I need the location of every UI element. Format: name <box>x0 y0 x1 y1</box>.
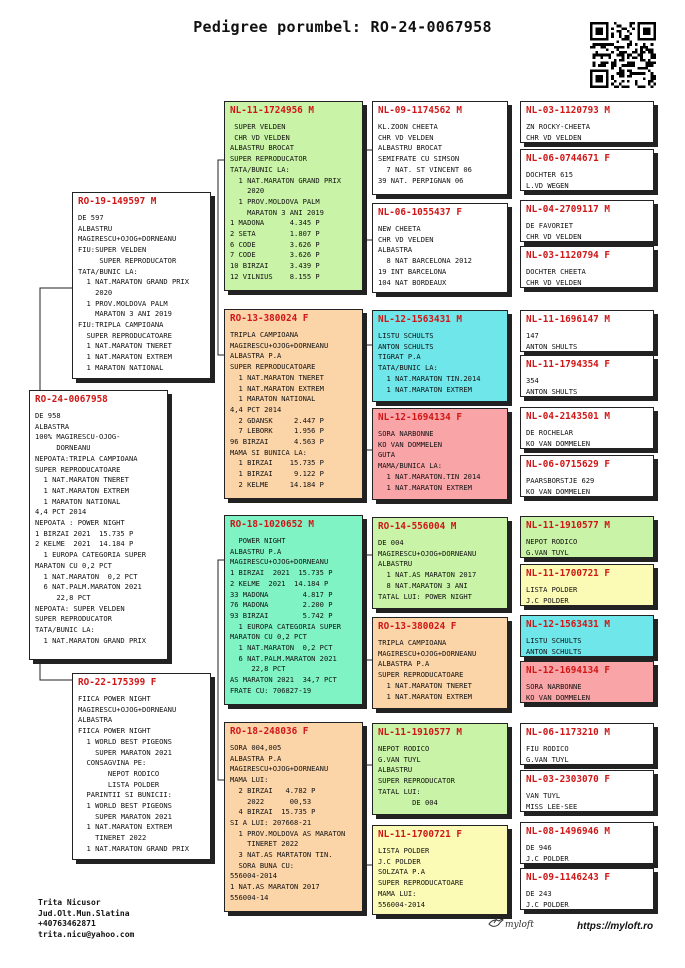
pigeon-ring-id: RO-13-380024 F <box>378 621 457 632</box>
pigeon-details: DE 946 J.C POLDER <box>526 843 569 863</box>
ancestor-card[interactable] <box>520 822 654 864</box>
ancestor-card[interactable] <box>520 615 654 657</box>
pigeon-details: LISTA POLDER J.C POLDER SOLZATA P.A SUPER REPRODUCATOARE MAMA LUI: 556004-2014 <box>378 846 464 909</box>
pigeon-ring-id: NL-03-1120793 M <box>526 105 610 116</box>
pigeon-ring-id: NL-12-1563431 M <box>378 314 462 325</box>
great-grandparent-card[interactable] <box>372 203 508 293</box>
mother-card[interactable] <box>72 673 211 860</box>
ancestor-card[interactable] <box>520 564 654 606</box>
pigeon-details: DOCHTER CHEETA CHR VD VELDEN <box>526 267 586 287</box>
pigeon-details: DE 597 ALBASTRU MAGIRESCU+OJOG+DORNEANU FIU:SUPER VELDEN SUPER REPRODUCATOR TATA/BUNIC LA: 1 NAT.MARATON GRAND PRIX 2020 1 PROV.MOLDOVA PALM MARATON 3 ANI 2019 FIU:TRIPLA CAMPIOANA SUPER REPRODUCATOARE 1 NAT.MARATON TNERET 1 NAT.MARATON EXTREM 1 MARATON NATIONAL <box>78 213 190 372</box>
great-grandparent-card[interactable] <box>372 723 508 815</box>
pigeon-ring-id: RO-18-248036 F <box>230 726 309 737</box>
maternal-grandmother-card[interactable] <box>224 722 363 912</box>
pigeon-ring-id: NL-11-1910577 M <box>378 727 462 738</box>
pigeon-ring-id: NL-09-1146243 F <box>526 872 610 883</box>
pigeon-ring-id: NL-04-2143501 M <box>526 411 610 422</box>
ancestor-card[interactable] <box>520 310 654 352</box>
pigeon-ring-id: NL-06-0744671 F <box>526 153 610 164</box>
pigeon-ring-id: NL-11-1794354 F <box>526 359 610 370</box>
page-title: Pedigree porumbel: RO-24-0067958 <box>193 18 492 36</box>
pigeon-details: 147 ANTON SHULTS <box>526 331 578 351</box>
subject-pigeon-card[interactable] <box>29 390 168 660</box>
great-grandparent-card[interactable] <box>372 517 508 609</box>
pigeon-ring-id: NL-06-0715629 F <box>526 459 610 470</box>
pigeon-ring-id: NL-11-1724956 M <box>230 105 314 116</box>
pigeon-details: LISTU SCHULTS ANTON SCHULTS TIGRAT P.A TATA/BUNIC LA: 1 NAT.MARATON TIN.2014 1 NAT.MARATON EXTREM <box>378 331 481 394</box>
pigeon-ring-id: NL-06-1173210 M <box>526 727 610 738</box>
great-grandparent-card[interactable] <box>372 617 508 709</box>
pigeon-ring-id: NL-12-1563431 M <box>526 619 610 630</box>
pigeon-details: POWER NIGHT ALBASTRU P.A MAGIRESCU+OJOG+DORNEANU 1 BIRZAI 2021 15.735 P 2 KELME 2021 14.184 P 33 MADONA 4.817 P 76 MADONA 2.200 P 93 BIRZAI 5.742 P 1 EUROPA CATEGORIA SUPER MARATON CU 0,2 PCT 1 NAT.MARATON 0,2 PCT 6 NAT.PALM.MARATON 2021 22,8 PCT AS MARATON 2021 34,7 PCT FRATE CU: 706827-19 <box>230 536 342 695</box>
paternal-grandmother-card[interactable] <box>224 309 363 499</box>
pigeon-ring-id: NL-11-1700721 F <box>526 568 610 579</box>
ancestor-card[interactable] <box>520 516 654 558</box>
pigeon-details: 354 ANTON SHULTS <box>526 376 578 396</box>
pigeon-ring-id: NL-11-1910577 M <box>526 520 610 531</box>
pigeon-details: KL.ZOON CHEETA CHR VD VELDEN ALBASTRU BROCAT SEMIFRATE CU SIMSON 7 NAT. ST VINCENT 06 39 NAT. PERPIGNAN 06 <box>378 122 472 185</box>
pigeon-ring-id: NL-11-1696147 M <box>526 314 610 325</box>
pigeon-ring-id: NL-04-2709117 M <box>526 204 610 215</box>
pigeon-ring-id: RO-14-556004 M <box>378 521 457 532</box>
ancestor-card[interactable] <box>520 101 654 143</box>
pigeon-details: PAARSBORSTJE 629 KO VAN DOMMELEN <box>526 476 595 496</box>
pigeon-details: DE ROCHELAR KO VAN DOMMELEN <box>526 428 591 448</box>
pigeon-ring-id: NL-06-1055437 F <box>378 207 462 218</box>
ancestor-card[interactable] <box>520 355 654 397</box>
pigeon-ring-id: NL-03-1120794 F <box>526 250 610 261</box>
pigeon-ring-id: NL-11-1700721 F <box>378 829 462 840</box>
pigeon-details: LISTA POLDER J.C POLDER <box>526 585 578 605</box>
pigeon-ring-id: RO-19-149597 M <box>78 196 157 207</box>
pigeon-details: DE 004 MAGIRESCU+OJOG+DORNEANU ALBASTRU 1 NAT.AS MARATON 2017 8 NAT.MARATON 3 ANI TATAL LUI: POWER NIGHT <box>378 538 477 601</box>
website-link[interactable]: https://myloft.ro <box>577 921 654 932</box>
ancestor-card[interactable] <box>520 455 654 497</box>
pigeon-details: SORA NARBONNE KO VAN DOMMELEN <box>526 682 591 702</box>
pigeon-details: SORA 004,005 ALBASTRA P.A MAGIRESCU+OJOG+DORNEANU MAMA LUI: 2 BIRZAI 4.782 P 2022 00,53 4 BIRZAI 15.735 P SI A LUI: 207668-21 1 PROV.MOLDOVA AS MARATON TINERET 2022 3 NAT.AS MARTATON TIN. SORA BUNA CU: 556004-2014 1 NAT.AS MARATON 2017 556004-14 <box>230 743 346 902</box>
ancestor-card[interactable] <box>520 149 654 191</box>
pigeon-ring-id: RO-22-175399 F <box>78 677 157 688</box>
pigeon-details: NEPOT RODICO G.VAN TUYL ALBASTRU SUPER REPRODUCATOR TATAL LUI: DE 004 <box>378 744 455 807</box>
ancestor-card[interactable] <box>520 770 654 812</box>
great-grandparent-card[interactable] <box>372 101 508 195</box>
pigeon-ring-id: NL-08-1496946 M <box>526 826 610 837</box>
pigeon-ring-id: RO-13-380024 F <box>230 313 309 324</box>
ancestor-card[interactable] <box>520 246 654 288</box>
paternal-grandfather-card[interactable] <box>224 101 363 291</box>
pigeon-details: SUPER VELDEN CHR VD VELDEN ALBASTRU BROCAT SUPER REPRODUCATOR TATA/BUNIC LA: 1 NAT.MARATON GRAND PRIX 2020 1 PROV.MOLDOVA PALM MARATON 3 ANI 2019 1 MADONA 4.345 P 2 SETA 1.807 P 6 CODE 3.626 P 7 CODE 3.626 P 10 BIRZAI 3.439 P 12 VILNIUS 8.155 P <box>230 122 342 281</box>
ancestor-card[interactable] <box>520 868 654 910</box>
pigeon-details: DE 958 ALBASTRA 100% MAGIRESCU-OJOG- DORNEANU NEPOATA:TRIPLA CAMPIOANA SUPER REPRODUCATOARE 1 NAT.MARATON TNERET 1 NAT.MARATON EXTREM 1 MARATON NATIONAL 4,4 PCT 2014 NEPOATA : POWER NIGHT 1 BIRZAI 2021 15.735 P 2 KELME 2021 14.184 P 1 EUROPA CATEGORIA SUPER MARATON CU 0,2 PCT 1 NAT.MARATON 0,2 PCT 6 NAT.PALM.MARATON 2021 22,8 PCT NEPOATA: SUPER VELDEN SUPER REPRODUCATOR TATA/BUNIC LA: 1 NAT.MARATON GRAND PRIX <box>35 411 147 645</box>
pigeon-details: TRIPLA CAMPIOANA MAGIRESCU+OJOG+DORNEANU ALBASTRA P.A SUPER REPRODUCATOARE 1 NAT.MARATON TNERET 1 NAT.MARATON EXTREM 1 MARATON NATIONAL 4,4 PCT 2014 2 GDANSK 2.447 P 7 LEBORK 1.956 P 96 BIRZAI 4.563 P MAMA SI BUNICA LA: 1 BIRZAI 15.735 P 1 BIRZAI 9.122 P 2 KELME 14.184 P <box>230 330 329 489</box>
pigeon-ring-id: NL-12-1694134 F <box>526 665 610 676</box>
pigeon-ring-id: NL-09-1174562 M <box>378 105 462 116</box>
pigeon-ring-id: RO-18-1020652 M <box>230 519 314 530</box>
pigeon-details: TRIPLA CAMPIOANA MAGIRESCU+OJOG+DORNEANU ALBASTRA P.A SUPER REPRODUCATOARE 1 NAT.MARATON TNERET 1 NAT.MARATON EXTREM <box>378 638 477 701</box>
pigeon-details: NEW CHEETA CHR VD VELDEN ALBASTRA 8 NAT BARCELONA 2012 19 INT BARCELONA 104 NAT BORDEAUX <box>378 224 472 287</box>
maternal-grandfather-card[interactable] <box>224 515 363 705</box>
owner-contact: Trita Nicusor Jud.Olt.Mun.Slatina +40763462871 trita.nicu@yahoo.com <box>38 898 135 939</box>
pigeon-details: LISTU SCHULTS ANTON SCHULTS <box>526 636 582 656</box>
pigeon-details: DE 243 J.C POLDER <box>526 889 569 909</box>
pigeon-ring-id: RO-24-0067958 <box>35 394 108 405</box>
pigeon-details: FIU RODICO G.VAN TUYL <box>526 744 569 764</box>
pigeon-details: NEPOT RODICO G.VAN TUYL <box>526 537 578 557</box>
pigeon-details: DE FAVORIET CHR VD VELDEN <box>526 221 582 241</box>
brand-logo: myloft <box>505 920 534 930</box>
great-grandparent-card[interactable] <box>372 408 508 500</box>
pigeon-logo-icon <box>488 916 504 930</box>
ancestor-card[interactable] <box>520 200 654 242</box>
ancestor-card[interactable] <box>520 407 654 449</box>
ancestor-card[interactable] <box>520 661 654 703</box>
great-grandparent-card[interactable] <box>372 310 508 402</box>
great-grandparent-card[interactable] <box>372 825 508 915</box>
pigeon-details: ZN ROCKY-CHEETA CHR VD VELDEN <box>526 122 591 142</box>
pigeon-details: SORA NARBONNE KO VAN DOMMELEN GUTA MAMA/BUNICA LA: 1 NAT.MARATON.TIN 2014 1 NAT.MARATON EXTREM <box>378 429 481 492</box>
ancestor-card[interactable] <box>520 723 654 765</box>
pigeon-details: FIICA POWER NIGHT MAGIRESCU+OJOG+DORNEANU ALBASTRA FIICA POWER NIGHT 1 WORLD BEST PIGEONS SUPER MARATON 2021 CONSAGVINA PE: NEPOT RODICO LISTA POLDER PARINTII SI BUNICII: 1 WORLD BEST PIGEONS SUPER MARATON 2021 1 NAT.MARATON EXTREM TINERET 2022 1 NAT.MARATON GRAND PRIX <box>78 694 190 853</box>
father-card[interactable] <box>72 192 211 379</box>
pigeon-ring-id: NL-03-2303070 F <box>526 774 610 785</box>
pigeon-details: VAN TUYL MISS LEE-SEE <box>526 791 578 811</box>
pigeon-ring-id: NL-12-1694134 F <box>378 412 462 423</box>
pigeon-details: DOCHTER 615 L.VD WEGEN <box>526 170 573 190</box>
